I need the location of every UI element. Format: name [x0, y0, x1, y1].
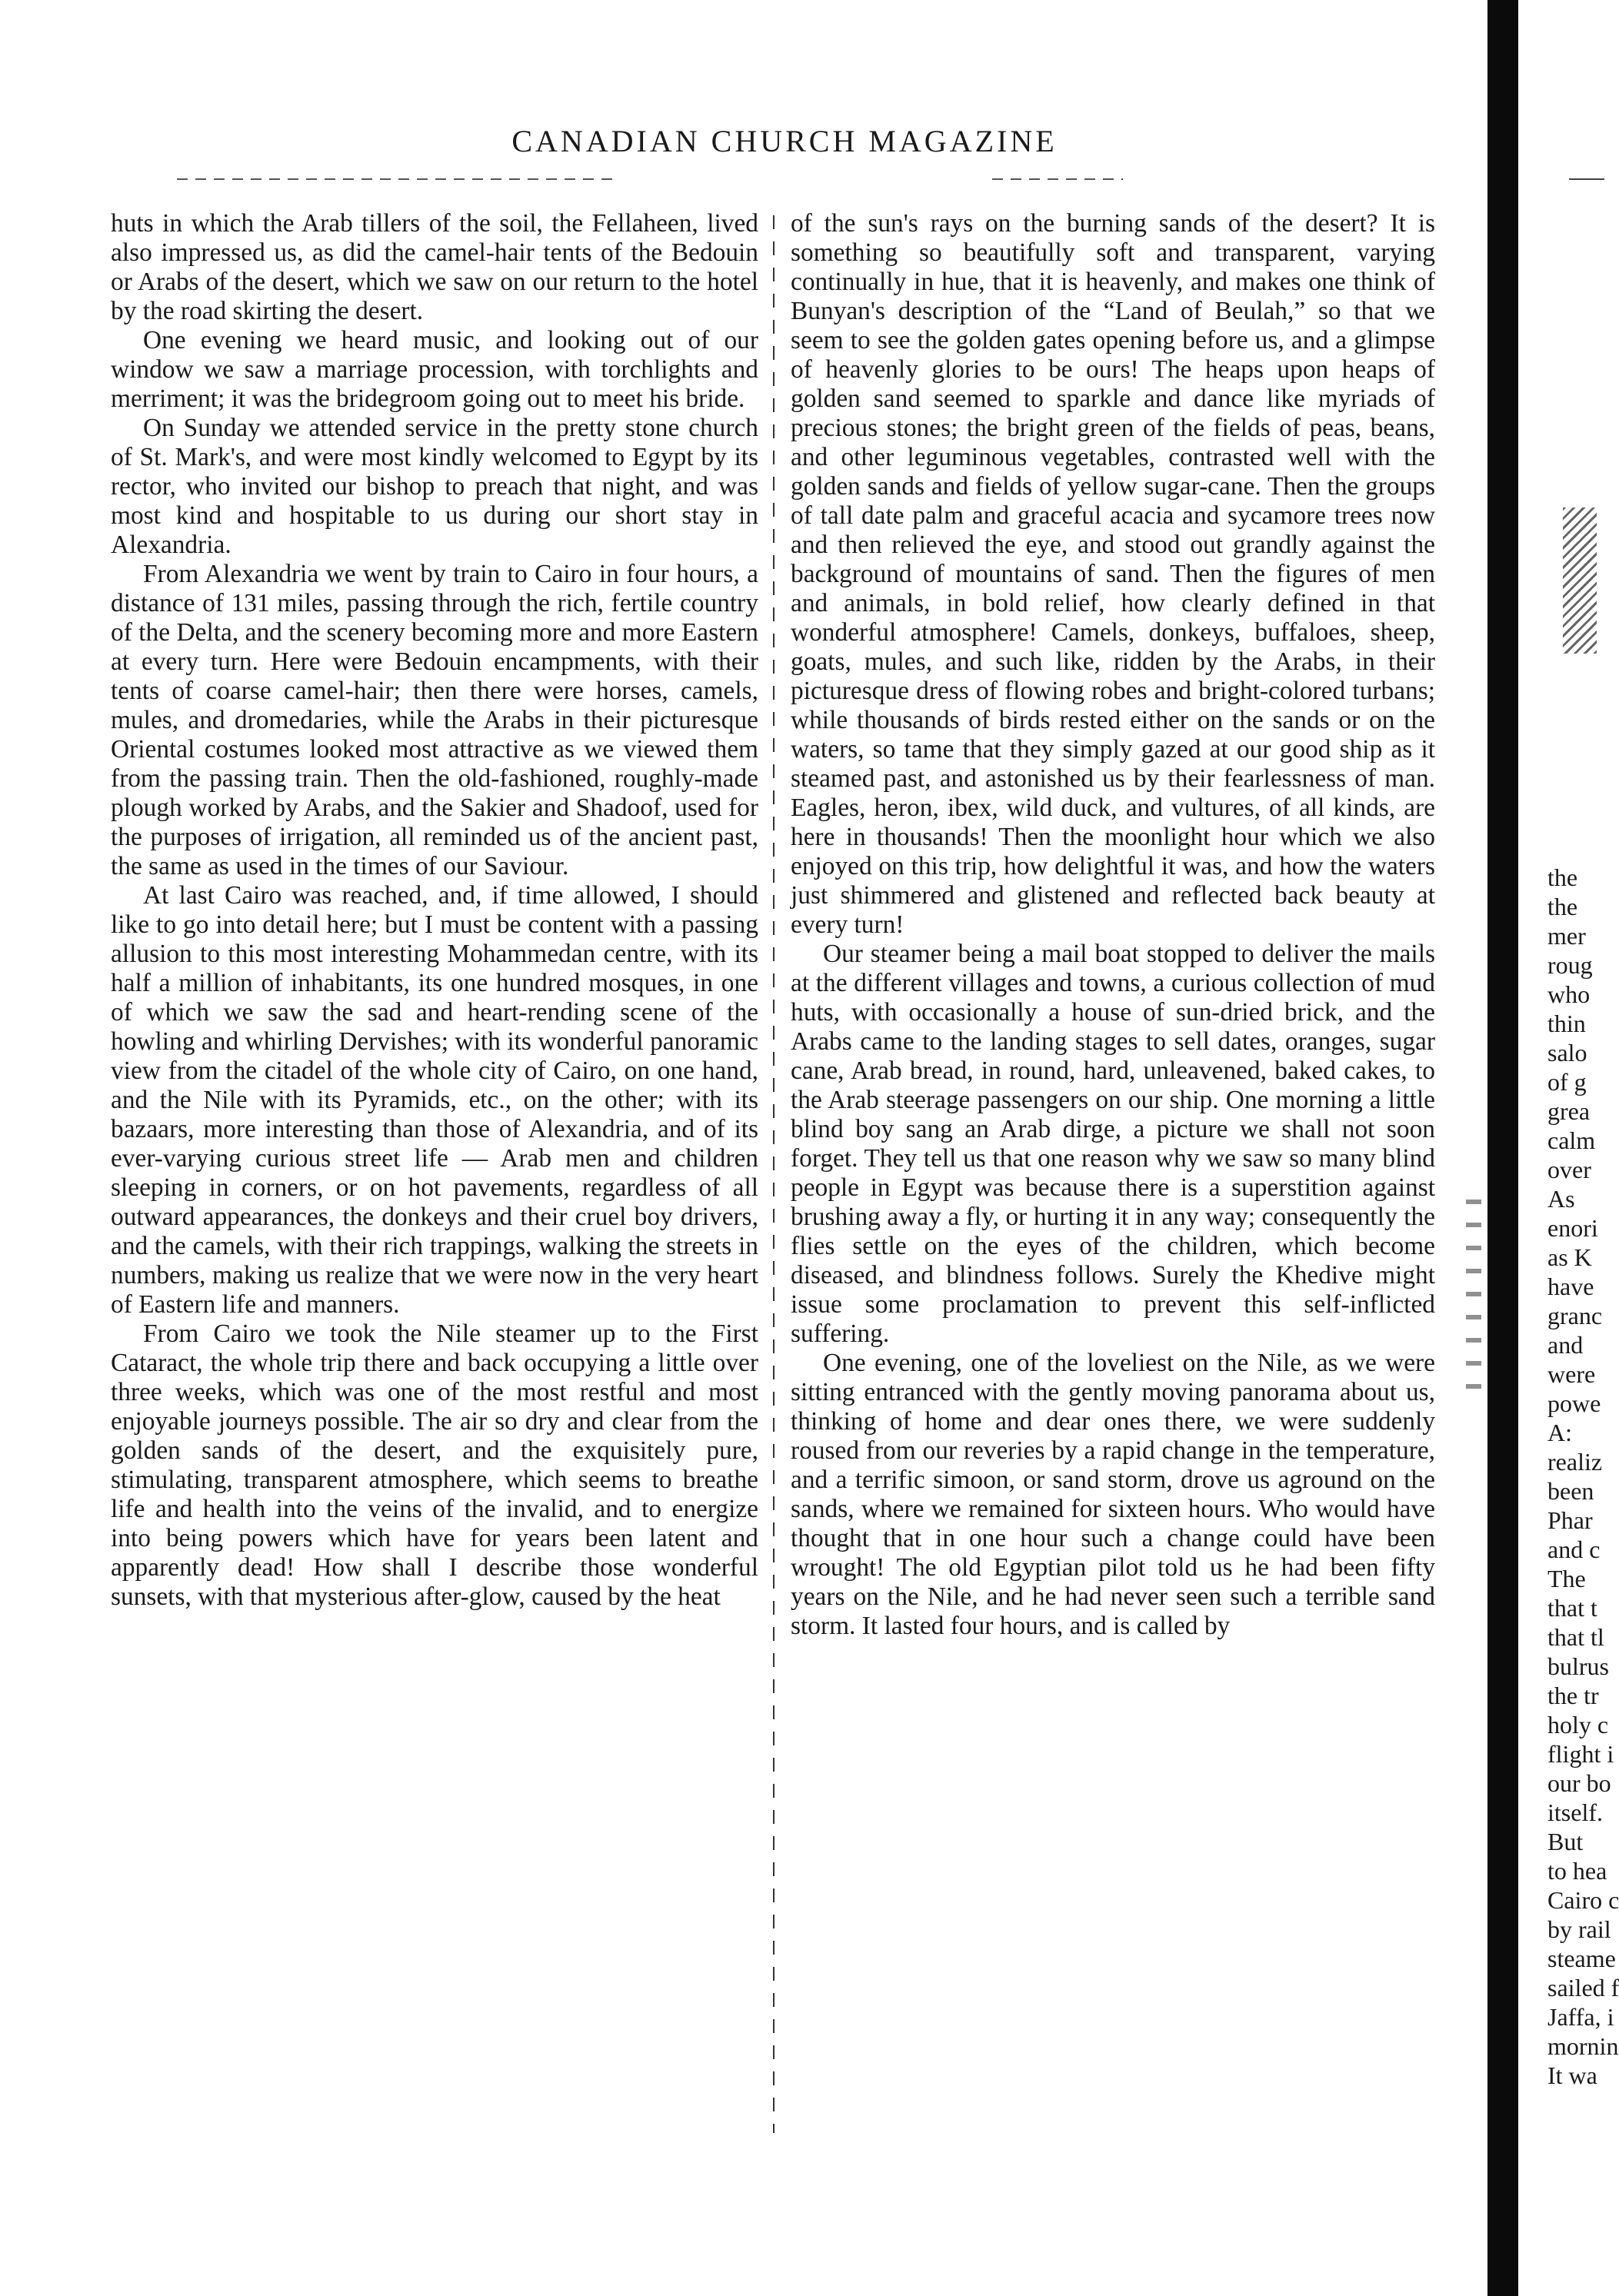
header-rule-right: [992, 178, 1123, 180]
paragraph: On Sunday we attended service in the pretty stone church of St. Mark's, and were most kindly welcomed to Egypt by its rector, who invited our bishop to preach that night, and was most kind and hospitable to us during our short stay in Alexandria.: [111, 414, 758, 559]
facing-page-line: Jaffa, i: [1547, 2003, 1614, 2031]
facing-page-line: were: [1547, 1360, 1596, 1388]
facing-page-line: the tr: [1547, 1682, 1599, 1709]
facing-page-line: granc: [1547, 1302, 1603, 1329]
facing-page-line: But: [1547, 1828, 1584, 1855]
facing-page-line: that t: [1547, 1594, 1597, 1622]
paragraph: of the sun's rays on the burning sands of the desert? It is something so beautifully soft and transparent, varying continually in hue, that it is heavenly, and makes one think of Bunyan's description of the “Land of Beulah,” so that we seem to see the golden gates opening before us, and a glimpse of heavenly glories to be ours! The heaps upon heaps of golden sand seemed to sparkle and dance like myriads of precious stones; the bright green of the fields of peas, beans, and other leguminous vegetables, contrasted well with the golden sands and fields of yellow sugar-cane. Then the groups of tall date palm and graceful acacia and sycamore trees now and then relieved the eye, and stood out grandly against the background of mountains of sand. Then the figures of men and animals, in bold relief, how clearly defined in that wonderful atmosphere! Camels, donkeys, buffaloes, sheep, goats, mules, and such like, ridden by the Arabs, in their picturesque dress of flowing robes and bright-colored turbans; while thousands of birds rested either on the sands or on the waters, so tame that they simply gazed at our good ship as it steamed past, and astonished us by their fearlessness of man. Eagles, heron, ibex, wild duck, and vultures, of all kinds, are here in thousands! Then the moonlight hour which we also enjoyed on this trip, how delightful it was, and how the waters just shimmered and glistened and reflected back beauty at every turn!: [791, 209, 1435, 939]
facing-page-line: and: [1547, 1331, 1584, 1359]
facing-page-rule: [1569, 178, 1604, 180]
facing-page-line: steame: [1547, 1945, 1616, 1972]
paragraph: From Alexandria we went by train to Cairo in four hours, a distance of 131 miles, passing through the rich, fertile country of the Delta, and the scenery becoming more and more Eastern at every turn. Here were Bedouin encampments, with their tents of coarse camel-hair; then there were horses, camels, mules, and dromedaries, while the Arabs in their picturesque Oriental costumes looked most attractive as we viewed them from the passing train. Then the old-fashioned, roughly-made plough worked by Arabs, and the Sakier and Shadoof, used for the purposes of irrigation, all reminded us of the ancient past, the same as used in the times of our Saviour.: [111, 560, 758, 880]
facing-page-line: salo: [1547, 1039, 1587, 1066]
facing-page-line: to hea: [1547, 1857, 1607, 1885]
facing-page-line: realiz: [1547, 1448, 1603, 1476]
facing-page-line: that tl: [1547, 1623, 1604, 1651]
facing-page-line: grea: [1547, 1097, 1591, 1125]
facing-page-line: sailed f: [1547, 1974, 1619, 2002]
column-divider: [773, 215, 775, 2133]
facing-page-line: flight i: [1547, 1740, 1614, 1768]
facing-page-line: Phar: [1547, 1506, 1593, 1534]
facing-page-line: holy c: [1547, 1711, 1609, 1739]
facing-page-line: As: [1547, 1185, 1575, 1213]
facing-page-line: powe: [1547, 1389, 1601, 1417]
facing-page-line: have: [1547, 1273, 1594, 1300]
facing-page-line: Cairo c: [1547, 1886, 1619, 1914]
paragraph: One evening we heard music, and looking out of our window we saw a marriage procession, with torchlights and merriment; it was the bridegroom going out to meet his bride.: [111, 326, 758, 413]
facing-page-line: itself.: [1547, 1799, 1603, 1826]
facing-page-line: mornin: [1547, 2032, 1619, 2060]
facing-page-line: A:: [1547, 1419, 1572, 1446]
right-column: [791, 209, 1435, 2135]
paragraph: At last Cairo was reached, and, if time allowed, I should like to go into detail here; but I must be content with a passing allusion to this most interesting Mohammedan centre, with its half a million of inhabitants, its one hundred mosques, in one of which we saw the sad and heart-rending scene of the howling and whirling Dervishes; with its wonderful panoramic view from the citadel of the whole city of Cairo, on one hand, and the Nile with its Pyramids, etc., on the other; with its bazaars, more interesting than those of Alexandria, and of its ever-varying curious street life — Arab men and children sleeping in corners, or on hot pavements, regardless of all outward appearances, the donkeys and their cruel boy drivers, and the camels, with their rich trappings, walking the streets in numbers, making us realize that we were now in the very heart of Eastern life and manners.: [111, 881, 758, 1319]
header-rule-left: [177, 178, 615, 180]
paragraph: huts in which the Arab tillers of the soil, the Fellaheen, lived also impressed us, as did the camel-hair tents of the Bedouin or Arabs of the desert, which we saw on our return to the hotel by the road skirting the desert.: [111, 209, 758, 325]
facing-page-line: by rail: [1547, 1915, 1611, 1943]
facing-page-line: roug: [1547, 951, 1593, 979]
facing-page-line: the: [1547, 893, 1578, 920]
facing-page-line: thin: [1547, 1010, 1586, 1037]
paragraph: Our steamer being a mail boat stopped to deliver the mails at the different villages and towns, a curious collection of mud huts, with occasionally a house of sun-dried brick, and the Arabs came to the landing stages to sell dates, oranges, sugar cane, Arab bread, in round, hard, unleavened, baked cakes, to the Arab steerage passengers on our ship. One morning a little blind boy sang an Arab dirge, a picture we shall not soon forget. They tell us that one reason why we saw so many blind people in Egypt was because there is a superstition against brushing away a fly, or hurting it in any way; consequently the flies settle on the eyes of the children, which become diseased, and blindness follows. Surely the Khedive might issue some proclamation to prevent this self-inflicted suffering.: [791, 940, 1435, 1348]
facing-page-line: our bo: [1547, 1769, 1611, 1797]
facing-page-line: been: [1547, 1477, 1594, 1505]
facing-page-line: mer: [1547, 922, 1586, 950]
paragraph: One evening, one of the loveliest on the Nile, as we were sitting entranced with the gently moving panorama about us, thinking of home and dear ones there, we were suddenly roused from our reveries by a rapid change in the temperature, and a terrific simoon, or sand storm, drove us aground on the sands, where we remained for sixteen hours. Who would have thought that in one hour such a change could have been wrought! The old Egyptian pilot told us he had been fifty years on the Nile, and he had never seen such a terrible sand storm. It lasted four hours, and is called by: [791, 1349, 1435, 1640]
facing-page-line: and c: [1547, 1536, 1601, 1563]
left-column: [111, 209, 758, 2135]
facing-page-ornament: [1563, 507, 1597, 654]
facing-page-line: of g: [1547, 1068, 1587, 1096]
facing-page-line: as K: [1547, 1243, 1592, 1271]
paragraph: From Cairo we took the Nile steamer up to the First Cataract, the whole trip there and back occupying a little over three weeks, which was one of the most restful and most enjoyable journeys possible. The air so dry and clear from the golden sands of the desert, and the exquisitely pure, stimulating, transparent atmosphere, which seems to breathe life and health into the veins of the invalid, and to energize into being powers which have for years been latent and apparently dead! How shall I describe those wonderful sunsets, with that mysterious after-glow, caused by the heat: [111, 1319, 758, 1611]
facing-page-line: It wa: [1547, 2061, 1597, 2089]
scan-specks: [1466, 1200, 1481, 1399]
facing-page-line: the: [1547, 863, 1578, 891]
facing-page-line: calm: [1547, 1126, 1596, 1154]
facing-page-line: The: [1547, 1565, 1586, 1592]
facing-page-fragment: [1547, 863, 1619, 2090]
page-title: CANADIAN CHURCH MAGAZINE: [511, 124, 1058, 158]
facing-page-line: bulrus: [1547, 1652, 1609, 1680]
facing-page-line: enori: [1547, 1214, 1598, 1242]
facing-page-line: who: [1547, 980, 1591, 1008]
page-spine-shadow: [1487, 0, 1518, 2296]
facing-page-line: over: [1547, 1156, 1591, 1183]
